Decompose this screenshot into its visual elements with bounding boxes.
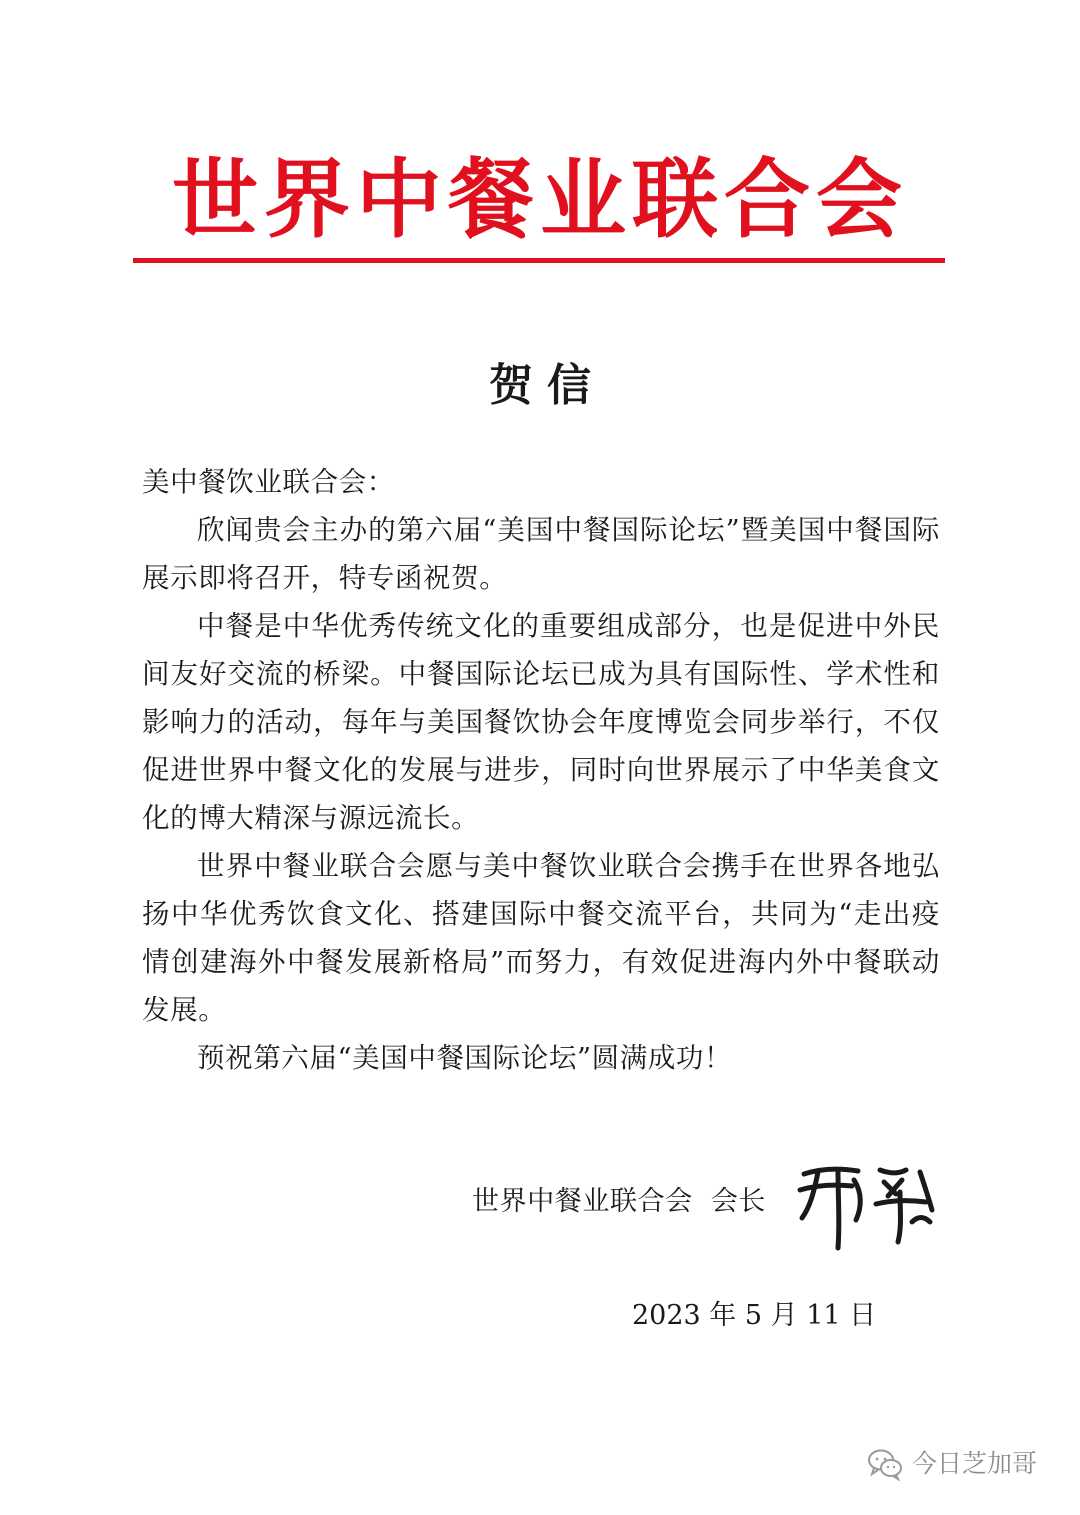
signatory-organization: 世界中餐业联合会 bbox=[472, 1186, 693, 1217]
wechat-watermark bbox=[866, 1446, 1037, 1482]
paragraph-3: 世界中餐业联合会愿与美中餐饮业联合会携手在世界各地弘扬中华优秀饮食文化、搭建国际中餐交流平台，共同为“走出疫情创建海外中餐发展新格局”而努力，有效促进海内外中餐联动发展。 bbox=[142, 850, 940, 1026]
letterhead-organization: 世界中餐业联合会 bbox=[172, 150, 908, 250]
handwritten-signature bbox=[792, 1152, 942, 1252]
document-title: 贺信 bbox=[489, 360, 605, 411]
signatory-line bbox=[472, 1172, 766, 1232]
signatory-role: 会长 bbox=[710, 1186, 767, 1217]
wechat-icon bbox=[866, 1447, 904, 1481]
letterhead-divider bbox=[133, 258, 945, 263]
watermark-account-name: 今日芝加哥 bbox=[912, 1449, 1038, 1478]
paragraph-1: 欣闻贵会主办的第六届“美国中餐国际论坛”暨美国中餐国际展示即将召开，特专函祝贺。 bbox=[142, 514, 940, 594]
letter-body bbox=[142, 458, 940, 1082]
paragraph-4: 预祝第六届“美国中餐国际论坛”圆满成功！ bbox=[197, 1042, 733, 1074]
salutation: 美中餐饮业联合会： bbox=[142, 466, 395, 498]
paragraph-2: 中餐是中华优秀传统文化的重要组成部分，也是促进中外民间友好交流的桥梁。中餐国际论坛已成为具有国际性、学术性和影响力的活动，每年与美国餐饮协会年度博览会同步举行，不仅促进世界中餐文化的发展与进步，同时向世界展示了中华美食文化的博大精深与源远流长。 bbox=[142, 610, 940, 834]
letter-date: 2023 年 5 月 11 日 bbox=[632, 1300, 877, 1331]
